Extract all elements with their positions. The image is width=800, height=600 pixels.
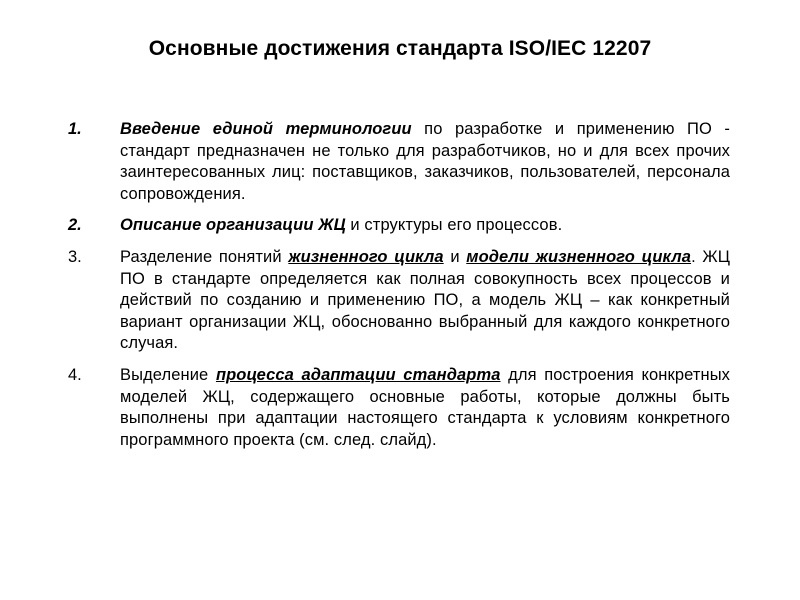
text-run: и <box>443 247 467 266</box>
emphasis-underlined: жизненного цикла <box>288 247 444 266</box>
list-item <box>68 365 730 451</box>
list-item <box>68 215 730 237</box>
item-number: 2. <box>68 216 82 235</box>
item-number: 3. <box>68 247 82 266</box>
text-run: по разработке и применению ПО - стандарт предназначен не только для разработчиков, но и для всех прочих заинтересованных лиц: поставщиков, заказчиков, пользователей, персонала сопровождения. <box>120 120 730 203</box>
text-run: Выделение <box>120 365 216 384</box>
slide-title: Основные достижения стандарта ISO/IEC 12207 <box>148 37 652 60</box>
text-run: Разделение понятий <box>120 247 289 266</box>
text-run: для построения конкретных моделей ЖЦ, содержащего основные работы, которые должны быть выполнены при адаптации настоящего стандарта к условиям конкретного программного проекта (см. след. слайд). <box>120 365 731 449</box>
list-item <box>68 247 730 355</box>
item-text <box>120 215 730 237</box>
achievements-list <box>68 119 730 461</box>
text-run: . ЖЦ ПО в стандарте определяется как полная совокупность всех процессов и действий по созданию и применению ПО, а модель ЖЦ – как конкретный вариант организации ЖЦ, обоснованно выбранный для каждого конкретного случая. <box>120 247 731 353</box>
text-run: и структуры его процессов. <box>345 216 563 235</box>
item-text <box>120 365 730 451</box>
emphasis: Описание организации ЖЦ <box>120 216 346 235</box>
emphasis-underlined: модели жизненного цикла <box>466 247 692 266</box>
item-text <box>120 247 730 355</box>
list-item <box>68 119 730 205</box>
item-number: 1. <box>68 120 82 138</box>
item-number: 4. <box>68 365 82 384</box>
emphasis-underlined: процесса адаптации стандарта <box>215 365 501 384</box>
item-text <box>120 119 730 205</box>
emphasis: Введение единой терминологии <box>120 120 412 138</box>
